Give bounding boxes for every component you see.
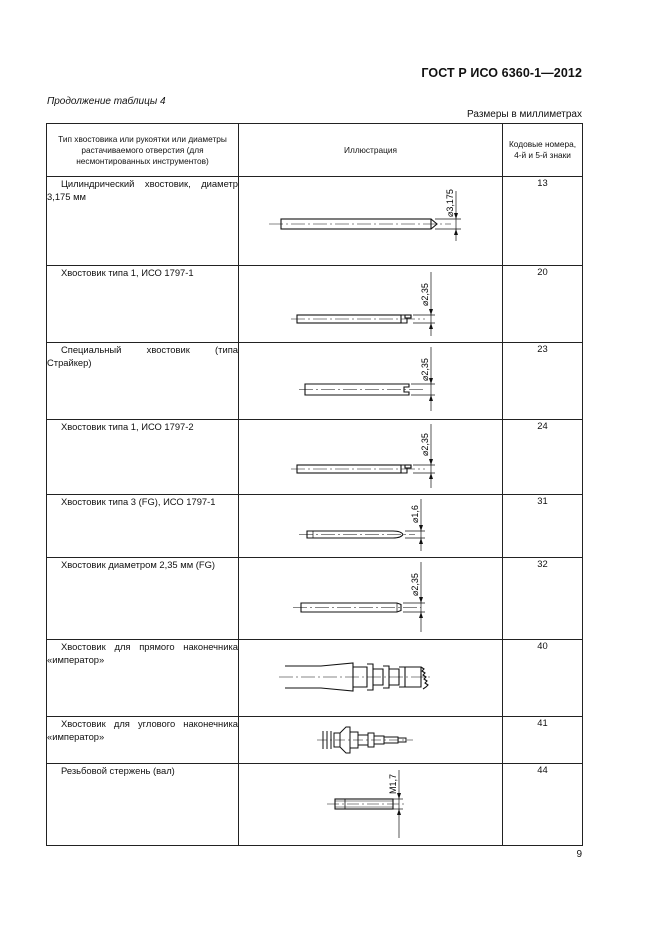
shank-illustration — [239, 266, 503, 343]
shank-description: Хвостовик типа 1, ИСО 1797-1 — [47, 266, 239, 343]
diameter-label: ⌀2,35 — [420, 358, 430, 381]
shank-description: Хвостовик типа 1, ИСО 1797-2 — [47, 420, 239, 495]
table-header-row — [47, 124, 583, 177]
fg-235-shank-drawing — [239, 558, 503, 639]
code-number: 44 — [503, 764, 583, 846]
table-row — [47, 558, 583, 640]
code-number: 31 — [503, 495, 583, 558]
shank-description: Хвостовик диаметром 2,35 мм (FG) — [47, 558, 239, 640]
shank-description: Специальный хвостовик (типа Страйкер) — [47, 343, 239, 420]
table-row — [47, 495, 583, 558]
shank-description: Цилиндрический хвостовик, диаметр 3,175 мм — [47, 177, 239, 266]
code-number: 40 — [503, 640, 583, 717]
shank-types-table — [46, 123, 583, 846]
code-number: 24 — [503, 420, 583, 495]
code-number: 20 — [503, 266, 583, 343]
shank-description: Хвостовик для углового наконечника «император» — [47, 717, 239, 764]
units-note: Размеры в миллиметрах — [467, 109, 582, 120]
diameter-label: ⌀1,6 — [410, 505, 420, 523]
column-header-illustration: Иллюстрация — [239, 124, 503, 177]
column-header-code: Кодовые номера, 4-й и 5-й знаки — [503, 124, 583, 177]
type1-latch-shank-drawing — [239, 266, 503, 342]
code-number: 23 — [503, 343, 583, 420]
shank-illustration — [239, 558, 503, 640]
shank-illustration — [239, 495, 503, 558]
table-continuation-caption: Продолжение таблицы 4 — [47, 96, 166, 107]
emperor-angle-shank-drawing — [239, 717, 503, 763]
table-row — [47, 343, 583, 420]
fg-type3-shank-drawing — [239, 495, 503, 557]
table-row — [47, 640, 583, 717]
shank-illustration — [239, 177, 503, 266]
table-row — [47, 764, 583, 846]
stryker-shank-drawing — [239, 343, 503, 419]
code-number: 41 — [503, 717, 583, 764]
thread-size-label: M1,7 — [388, 773, 398, 794]
page-number: 9 — [576, 849, 582, 860]
shank-illustration — [239, 343, 503, 420]
table-row — [47, 177, 583, 266]
column-header-type: Тип хвостовика или рукоятки или диаметры растачиваемого отверстия (для несмонтированных инструментов) — [47, 124, 239, 177]
diameter-label: ⌀3,175 — [445, 189, 455, 217]
diameter-label: ⌀2,35 — [410, 573, 420, 596]
cylindrical-shank-drawing — [239, 177, 503, 265]
shank-illustration — [239, 717, 503, 764]
code-number: 13 — [503, 177, 583, 266]
shank-illustration — [239, 420, 503, 495]
shank-illustration — [239, 764, 503, 846]
shank-description: Резьбовой стержень (вал) — [47, 764, 239, 846]
type1-iso1797-2-shank-drawing — [239, 420, 503, 494]
table-row — [47, 266, 583, 343]
shank-description: Хвостовик для прямого наконечника «император» — [47, 640, 239, 717]
table-row — [47, 420, 583, 495]
standard-designation: ГОСТ Р ИСО 6360-1—2012 — [421, 66, 582, 80]
diameter-label: ⌀2,35 — [420, 433, 430, 456]
shank-illustration — [239, 640, 503, 717]
diameter-label: ⌀2,35 — [420, 283, 430, 306]
emperor-straight-shank-drawing — [239, 640, 503, 716]
threaded-rod-drawing — [239, 764, 503, 845]
shank-description: Хвостовик типа 3 (FG), ИСО 1797-1 — [47, 495, 239, 558]
table-row — [47, 717, 583, 764]
code-number: 32 — [503, 558, 583, 640]
